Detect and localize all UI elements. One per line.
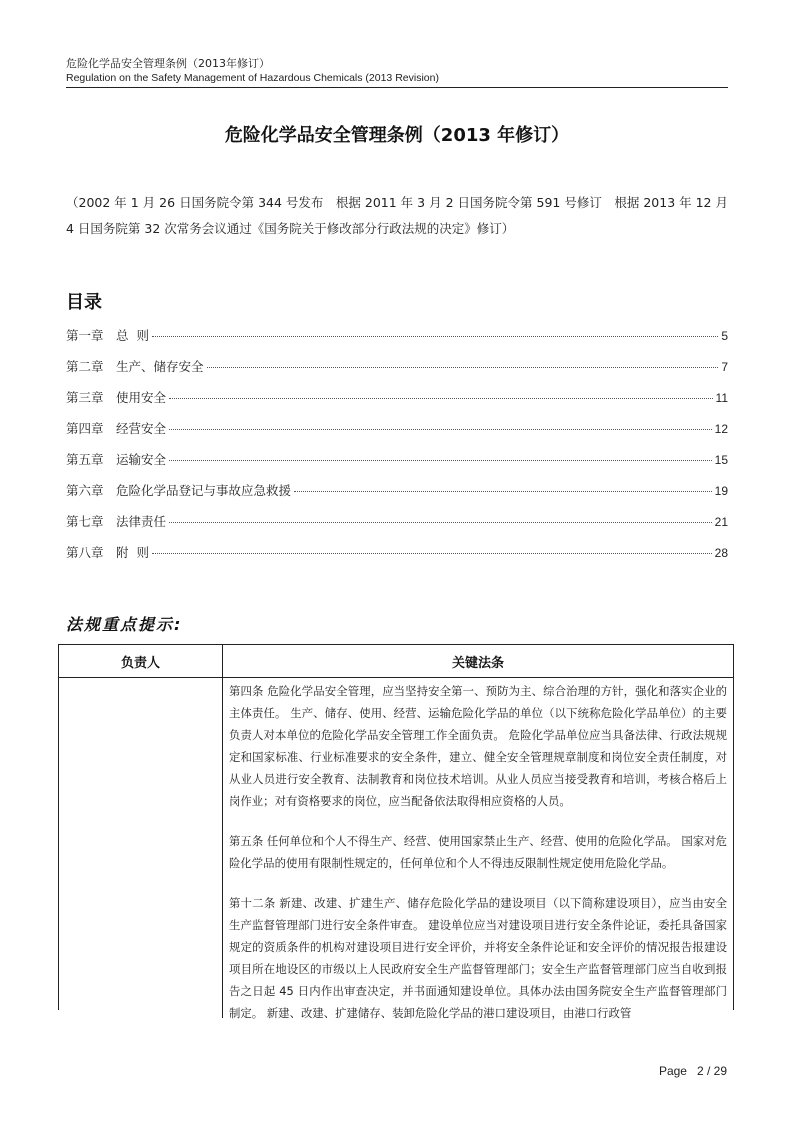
toc-entry-page: 28 — [714, 546, 728, 560]
toc-entry[interactable] — [66, 388, 728, 419]
toc-leader-dots — [152, 336, 718, 337]
page-word: Page — [658, 1064, 687, 1078]
document-title: 危险化学品安全管理条例（2013 年修订） — [224, 125, 570, 146]
article-paragraph: 第四条 危险化学品安全管理，应当坚持安全第一、预防为主、综合治理的方针，强化和落实企业的主体责任。 生产、储存、使用、经营、运输危险化学品的单位（以下统称危险化学品单位）的主要负责人对本单位的危险化学品安全管理工作全面负责。 危险化学品单位应当具备法律、行政法规规定和国家标准、行业标准要求的安全条件，建立、健全安全管理规章制度和岗位安全责任制度，对从业人员进行安全教育、法制教育和岗位技术培训。从业人员应当接受教育和培训，考核合格后上岗作业；对有资格要求的岗位，应当配备依法取得相应资格的人员。 — [229, 684, 727, 808]
toc-entry-label: 第六章 危险化学品登记与事故应急救援 — [66, 483, 292, 498]
toc-entry-label: 第八章 附 则 — [66, 545, 149, 560]
toc-leader-dots — [207, 367, 719, 368]
table-row — [59, 678, 733, 1018]
column-header-key-articles: 关键法条 — [451, 655, 504, 671]
toc-leader-dots — [152, 553, 712, 554]
toc-leader-dots — [169, 522, 712, 523]
key-points-heading: 法规重点提示: — [66, 615, 183, 634]
article-paragraph: 第五条 任何单位和个人不得生产、经营、使用国家禁止生产、经营、使用的危险化学品。 国家对危险化学品的使用有限制性规定的，任何单位和个人不得违反限制性规定使用危险化学品。 — [229, 834, 727, 870]
article-paragraph: 第十二条 新建、改建、扩建生产、储存危险化学品的建设项目（以下简称建设项目），应当由安全生产监督管理部门进行安全条件审查。 建设单位应当对建设项目进行安全条件论证，委托具备国家规定的资质条件的机构对建设项目进行安全评价，并将安全条件论证和安全评价的情况报告报建设项目所在地设区的市级以上人民政府安全生产监督管理部门；安全生产监督管理部门应当自收到报告之日起 45 日内作出审查决定，并书面通知建设单位。具体办法由国务院安全生产监督管理部门制定。 新建、改建、扩建储存、装卸危险化学品的港口建设项目，由港口行政管 — [229, 896, 727, 1020]
toc-leader-dots — [169, 398, 713, 399]
toc-entry-page: 15 — [714, 453, 728, 467]
page-footer — [659, 1064, 727, 1078]
toc-entry-label: 第三章 使用安全 — [66, 390, 167, 405]
toc-entry[interactable] — [66, 326, 728, 357]
header-chinese-title: 危险化学品安全管理条例（2013年修订） — [66, 57, 270, 70]
page-number: 2 / 29 — [696, 1064, 727, 1078]
toc-entry[interactable] — [66, 543, 728, 574]
toc-entry-label: 第五章 运输安全 — [66, 452, 167, 467]
toc-entry-label: 第一章 总 则 — [66, 328, 149, 343]
toc-entry-page: 21 — [714, 515, 728, 529]
responsible-cell — [59, 678, 223, 1018]
table-of-contents — [66, 326, 728, 574]
toc-leader-dots — [169, 429, 712, 430]
key-articles-table — [58, 644, 734, 1020]
column-header-responsible: 负责人 — [59, 645, 223, 677]
toc-entry[interactable] — [66, 481, 728, 512]
toc-entry-page: 11 — [715, 391, 728, 405]
toc-entry[interactable] — [66, 512, 728, 543]
toc-entry-label: 第七章 法律责任 — [66, 514, 167, 529]
table-header-row — [59, 645, 733, 678]
toc-entry[interactable] — [66, 357, 728, 388]
toc-leader-dots — [294, 491, 712, 492]
toc-entry[interactable] — [66, 450, 728, 481]
toc-entry-page: 12 — [714, 422, 728, 436]
toc-entry-page: 5 — [721, 329, 728, 343]
toc-entry-page: 7 — [721, 360, 728, 374]
header-english-title: Regulation on the Safety Management of Hazardous Chemicals (2013 Revision) — [66, 72, 439, 84]
toc-heading: 目录 — [66, 292, 102, 313]
running-header — [66, 56, 728, 88]
toc-entry-label: 第四章 经营安全 — [66, 421, 167, 436]
toc-entry-label: 第二章 生产、储存安全 — [66, 359, 204, 374]
articles-cell — [223, 678, 733, 1018]
toc-entry-page: 19 — [714, 484, 728, 498]
toc-leader-dots — [169, 460, 712, 461]
document-subtitle: （2002 年 1 月 26 日国务院令第 344 号发布 根据 2011 年 3 月 2 日国务院令第 591 号修订 根据 2013 年 12 月 4 日国务院第 32 次常务会议通过《国务院关于修改部分行政法规的决定》修订） — [66, 195, 728, 236]
toc-entry[interactable] — [66, 419, 728, 450]
